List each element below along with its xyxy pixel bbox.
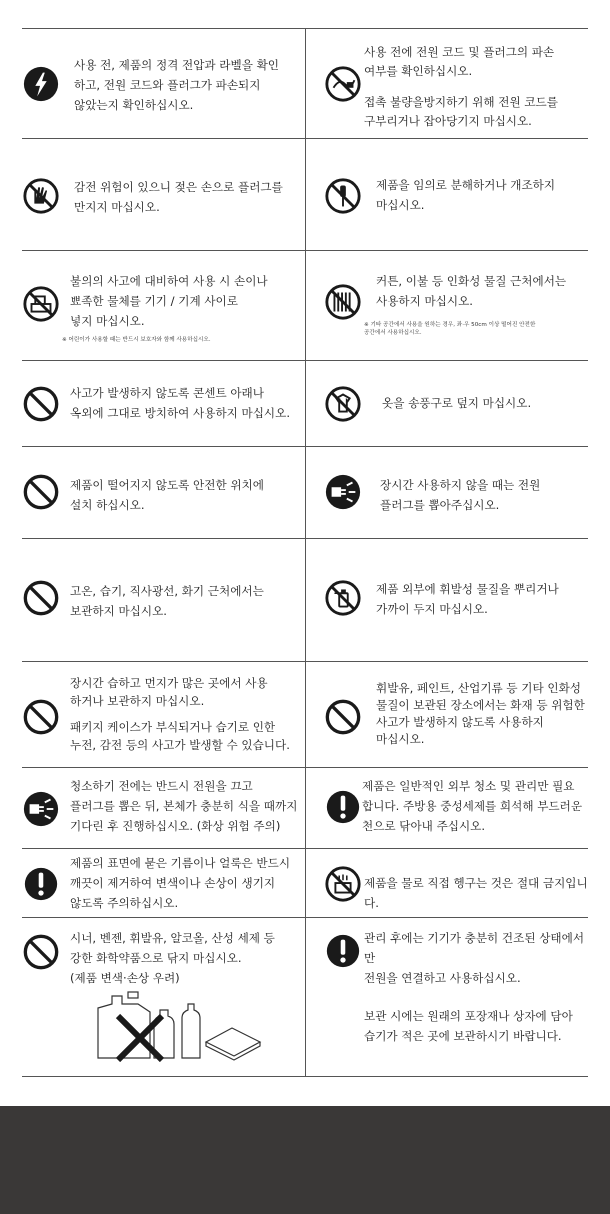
- prohibited-icon: [22, 933, 60, 971]
- table-row: [22, 250, 588, 360]
- instruction-text: 커튼, 이불 등 인화성 물질 근처에서는 사용하지 마십시오.: [376, 274, 567, 308]
- prohibited-icon: [22, 385, 60, 423]
- instruction-text: 휘발유, 페인트, 산업기류 등 기타 인화성 물질이 보관된 장소에서는 화재 등 위험한 사고가 발생하지 않도록 사용하지 마십시오.: [376, 681, 585, 746]
- instruction-text: 장시간 사용하지 않을 때는 전원 플러그를 뽑아주십시오.: [380, 478, 541, 512]
- instruction-cell: [22, 918, 306, 1076]
- instruction-cell: [22, 768, 306, 848]
- instruction-cell: [306, 29, 588, 138]
- instruction-cell: [306, 849, 588, 917]
- instruction-text: 장시간 습하고 먼지가 많은 곳에서 사용 하거나 보관하지 마십시오. 패키지 케이스가 부식되거나 습기로 인한 누전, 감전 등의 사고가 발생할 수 있습니다.: [70, 676, 290, 752]
- instruction-cell: [306, 251, 588, 360]
- table-row: [22, 446, 588, 538]
- instruction-text: 청소하기 전에는 반드시 전원을 끄고 플러그를 뽑은 뒤, 본체가 충분히 식을 때까지 기다린 후 진행하십시오. (화상 위험 주의): [70, 779, 298, 833]
- no-disassembly-icon: [324, 177, 362, 215]
- instruction-text: 사고가 발생하지 않도록 콘센트 아래나 옥외에 그대로 방치하여 사용하지 마십시오.: [70, 386, 291, 420]
- prohibited-icon: [22, 698, 60, 736]
- table-row: [22, 661, 588, 767]
- instruction-text: 사용 전에 전원 코드 및 플러그의 파손 여부를 확인하십시오. 접촉 불량을방지하기 위해 전원 코드를 구부리거나 잡아당기지 마십시오.: [364, 45, 558, 128]
- no-wet-hands-icon: [22, 177, 60, 215]
- instruction-text: 제품이 떨어지지 않도록 안전한 위치에 설치 하십시오.: [70, 478, 264, 512]
- instruction-cell: [306, 539, 588, 661]
- instruction-text: 옷을 송풍구로 덮지 마십시오.: [382, 396, 532, 410]
- instruction-cell: [22, 849, 306, 917]
- instruction-text: 시너, 벤젠, 휘발유, 알코올, 산성 세제 등 강한 화학약품으로 닦지 마십시오. (제품 변색·손상 우려): [70, 931, 275, 985]
- prohibited-icon: [22, 579, 60, 617]
- instruction-cell: [306, 361, 588, 446]
- no-water-rinse-icon: [324, 865, 362, 903]
- table-row: [22, 538, 588, 661]
- instruction-text: 관리 후에는 기기가 충분히 건조된 상태에서만 전원을 연결하고 사용하십시오. 보관 시에는 원래의 포장재나 상자에 담아 습기가 적은 곳에 보관하시기 바랍니다.: [364, 931, 585, 1043]
- prohibited-icon: [22, 473, 60, 511]
- instruction-note: ※ 기타 공간에서 사용을 원하는 경우, 좌·우 50cm 이상 떨어진 안전한 공간에서 사용하십시오.: [364, 322, 536, 336]
- caution-icon: [324, 932, 362, 970]
- instruction-text: 제품을 임의로 분해하거나 개조하지 마십시오.: [376, 178, 556, 212]
- instruction-text: 고온, 습기, 직사광선, 화기 근처에서는 보관하지 마십시오.: [70, 584, 264, 618]
- table-row: [22, 138, 588, 250]
- table-row: [22, 917, 588, 1077]
- caution-icon: [324, 788, 362, 826]
- instruction-text: 제품을 물로 직접 헹구는 것은 절대 금지입니다.: [364, 876, 588, 910]
- instruction-text: 사용 전, 제품의 정격 전압과 라벨을 확인 하고, 전원 코드와 플러그가 파손되지 않았는지 확인하십시오.: [74, 58, 279, 112]
- electric-shock-icon: [22, 65, 60, 103]
- footer-bar: [0, 1106, 610, 1214]
- table-row: [22, 848, 588, 917]
- instruction-cell: [22, 139, 306, 250]
- instruction-cell: [22, 29, 306, 138]
- instruction-cell: [306, 918, 588, 1076]
- instruction-text: 제품 외부에 휘발성 물질을 뿌리거나 가까이 두지 마십시오.: [376, 582, 559, 616]
- damaged-cord-prohibited-icon: [324, 65, 362, 103]
- instruction-text: 제품은 일반적인 외부 청소 및 관리만 필요 합니다. 주방용 중성세제를 희석해 부드러운 천으로 닦아내 주십시오.: [362, 779, 583, 833]
- table-row: [22, 360, 588, 446]
- no-curtain-icon: [324, 283, 362, 321]
- table-row: [22, 28, 588, 138]
- instruction-note: ※ 어린이가 사용할 때는 반드시 보호자와 함께 사용하십시오.: [62, 337, 211, 343]
- instruction-cell: [22, 539, 306, 661]
- prohibited-icon: [324, 698, 362, 736]
- no-hand-insertion-icon: [22, 285, 60, 323]
- instruction-cell: [306, 662, 588, 767]
- instruction-cell: [22, 361, 306, 446]
- instruction-cell: [306, 768, 588, 848]
- instruction-cell: [22, 447, 306, 538]
- instruction-cell: [22, 662, 306, 767]
- instruction-cell: [306, 447, 588, 538]
- safety-instructions-table: [22, 28, 588, 1077]
- chemical-containers-crossed-icon: [94, 990, 264, 1062]
- instruction-text: 불의의 사고에 대비하여 사용 시 손이나 뾰족한 물체를 기기 / 기계 사이로 넣지 마십시오.: [70, 274, 268, 328]
- instruction-text: 제품의 표면에 묻은 기름이나 얼룩은 반드시 깨끗이 제거하여 변색이나 손상이 생기지 않도록 주의하십시오.: [70, 856, 291, 910]
- no-spray-icon: [324, 579, 362, 617]
- table-row: [22, 767, 588, 848]
- instruction-text: 감전 위험이 있으니 젖은 손으로 플러그를 만지지 마십시오.: [74, 180, 283, 214]
- caution-icon: [22, 865, 60, 903]
- unplug-icon: [22, 790, 60, 828]
- instruction-cell: [306, 139, 588, 250]
- no-covering-icon: [324, 385, 362, 423]
- unplug-icon: [324, 473, 362, 511]
- instruction-cell: [22, 251, 306, 360]
